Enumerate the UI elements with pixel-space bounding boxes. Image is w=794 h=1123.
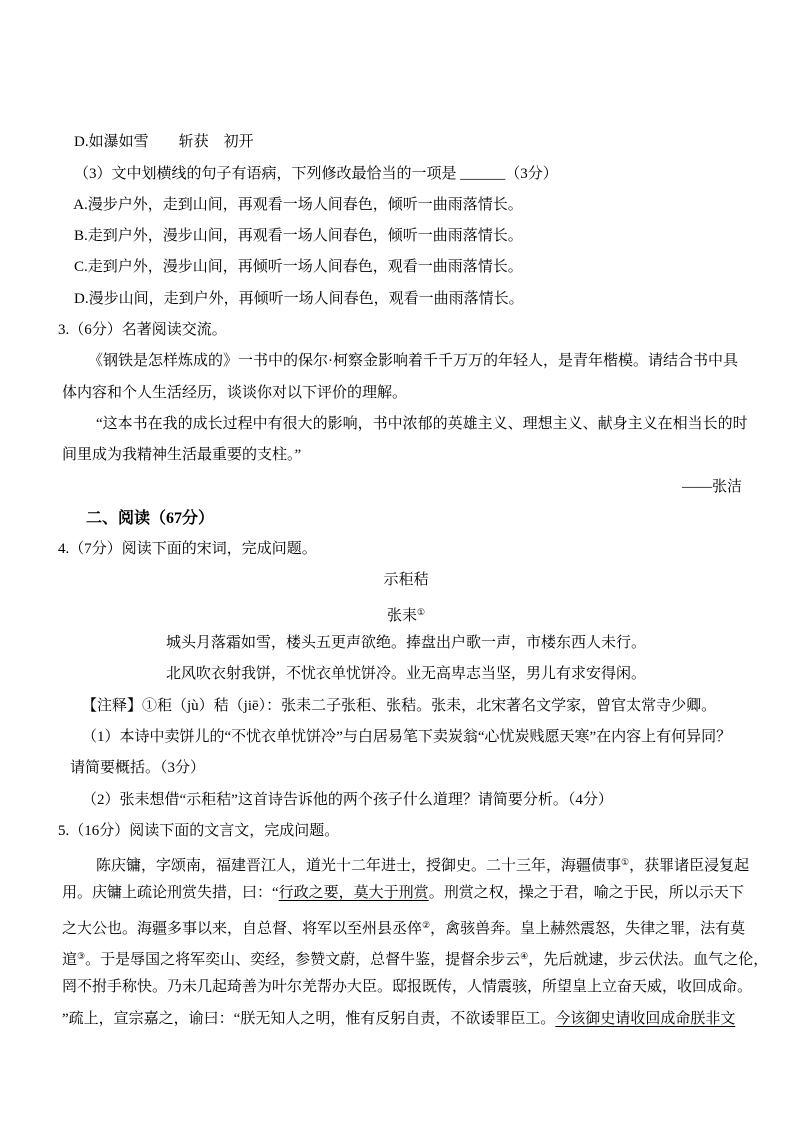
q3-intro-line1-text: 《钢铁是怎样炼成的》一书中的保尔·柯察金影响着千千万万的年轻人，是青年楷模。请结合书中具 — [88, 353, 738, 370]
q2-sub3-score: （3分） — [505, 165, 558, 182]
note-ref-3: ③ — [77, 951, 86, 962]
answer-blank: ______ — [460, 165, 506, 182]
poem-author: 张耒 — [386, 607, 417, 624]
note-ref-1: ① — [621, 857, 630, 868]
q4-sub1-line2-text: 请简要概括。（3分） — [70, 760, 206, 777]
text-run: 陈庆镛，字颂南，福建晋江人，道光十二年进士，授御史。二十三年，海疆债事 — [96, 858, 622, 875]
q3-attribution-text: ——张洁 — [681, 478, 742, 495]
text-run: ”疏上，宣宗嘉之，谕曰：“朕无知人之明，惟有反躬自责，不欲诿罪臣工。 — [62, 1010, 556, 1027]
text-run: ，获罪诸臣浸复起 — [629, 858, 750, 875]
q2-option-a-text: A.漫步户外，走到山间，再观看一场人间春色，倾听一曲雨落情长。 — [73, 196, 523, 213]
note-ref-2: ② — [422, 919, 431, 930]
q5-header-text: 5.（16分）阅读下面的文言文，完成问题。 — [58, 822, 340, 839]
note-ref-4: ④ — [520, 951, 529, 962]
q2-sub3-prompt: （3）文中划横线的句子有语病，下列修改最恰当的一项是 — [74, 165, 461, 182]
q3-intro-line2-text: 体内容和个人生活经历，谈谈你对以下评价的理解。 — [62, 384, 408, 401]
q4-header-text: 4.（7分）阅读下面的宋词，完成问题。 — [58, 541, 317, 558]
text-run: 罔不拊手称快。乃未几起琦善为叶尔羌帮办大臣。邸报既传，人情震骇，所望皇上立奋天威，收回成命。 — [62, 979, 753, 996]
q2-option-d-text: D.如瀑如雪 斩获 初开 — [74, 134, 254, 151]
section-2-header-text: 二、阅读（67分） — [86, 509, 215, 527]
underlined-sentence-1: 行政之要，莫大于刑赏 — [278, 885, 429, 902]
text-run: 。于是辱国之将军奕山、奕经，参赞文蔚，总督牛鉴，提督余步云 — [85, 952, 521, 969]
poem-author-note-ref: ① — [416, 606, 426, 617]
q4-sub1-line1-text: （1）本诗中卖饼儿的“不忧衣单忧饼冷”与白居易笔下卖炭翁“心忧炭贱愿天寒”在内容上有何异同？ — [82, 728, 732, 745]
q3-quote-line1-text: “这本书在我的成长过程中有很大的影响，书中浓郁的英雄主义、理想主义、献身主义在相当长的时 — [96, 415, 748, 432]
underlined-sentence-2: 今该御史请收回成命朕非文 — [555, 1010, 736, 1027]
text-run: 。刑赏之权，操之于君，喻之于民，所以示天下 — [428, 885, 744, 902]
text-run: 之大公也。海疆多事以来，自总督、将军以至州县丞倅 — [62, 920, 423, 937]
text-run: 逭 — [62, 952, 78, 969]
text-run: ，先后就逮，步云伏法。血气之伦， — [528, 952, 769, 969]
poem-line-2-text: 北风吹衣射我饼，不忧衣单忧饼冷。业无高卑志当坚，男儿有求安得闲。 — [165, 666, 646, 683]
poem-note-text: 【注释】①秬（jù）秸（jiē）：张耒二子张秬、张秸。张耒，北宋著名文学家，曾官太常寺少卿。 — [82, 697, 717, 714]
text-run: 用。庆镛上疏论刑赏失措，曰：“ — [62, 885, 279, 902]
q3-header-text: 3.（6分）名著阅读交流。 — [58, 322, 227, 339]
q3-quote-line2-text: 间里成为我精神生活最重要的支柱。” — [62, 447, 302, 464]
poem-line-1-text: 城头月落霜如雪，楼头五更声欲绝。捧盘出户歌一声，市楼东西人未行。 — [165, 635, 646, 652]
q2-option-d-text2: D.漫步山间，走到户外，再倾听一场人间春色，观看一曲雨落情长。 — [74, 290, 524, 307]
q2-option-d-words — [43, 96, 754, 151]
poem-title-text: 示秬秸 — [383, 572, 429, 589]
section-2-header — [43, 472, 754, 527]
q2-option-c-text: C.走到户外，漫步山间，再倾听一场人间春色，观看一曲雨落情长。 — [74, 259, 523, 276]
q2-option-b-text: B.走到户外，漫步山间，再观看一场人间春色，倾听一曲雨落情长。 — [74, 228, 523, 245]
text-run: ，禽骇兽奔。皇上赫然震怒，失律之罪，法有莫 — [430, 920, 746, 937]
q4-sub2-text: （2）张耒想借“示秬秸”这首诗告诉他的两个孩子什么道理？请简要分析。（4分） — [82, 791, 613, 808]
